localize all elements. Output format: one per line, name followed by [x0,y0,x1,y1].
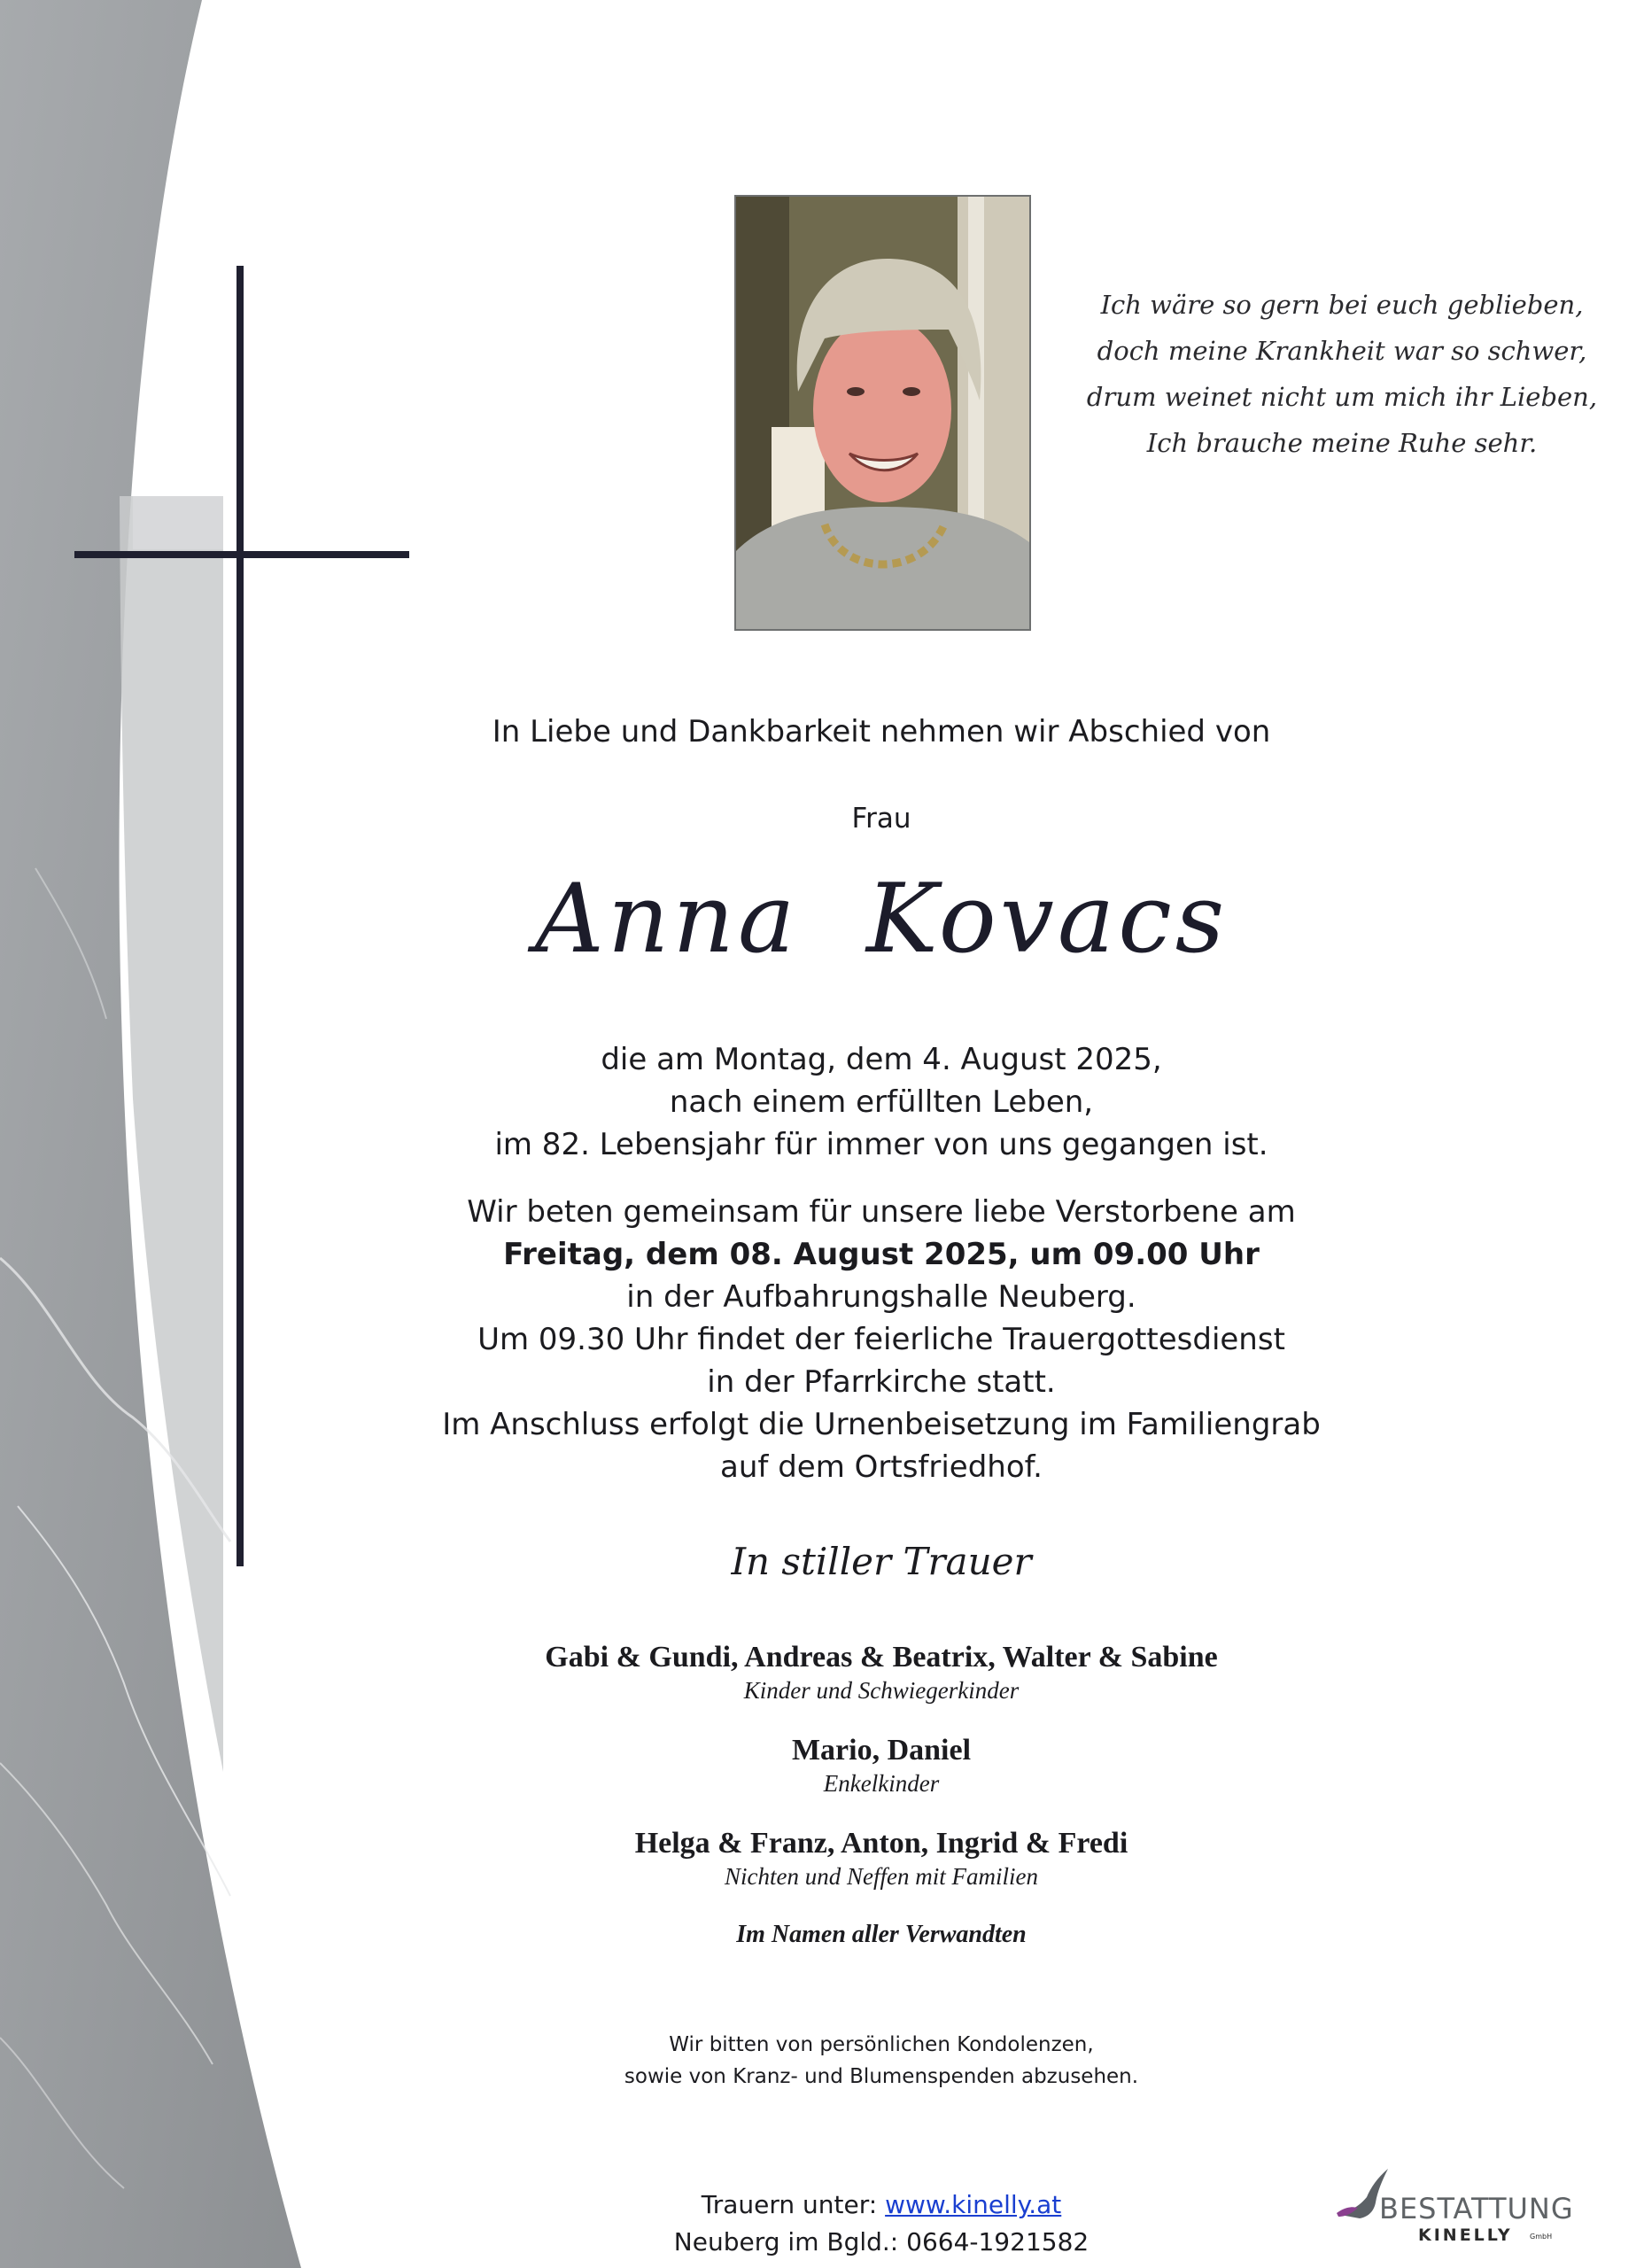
note-line: sowie von Kranz- und Blumenspenden abzusehen. [624,2065,1139,2088]
portrait-photo [734,195,1031,631]
service-details [292,1191,1470,1488]
cross-horizontal-bar [74,551,409,558]
note-line: Wir bitten von persönlichen Kondolenzen, [669,2033,1094,2056]
cross-vertical-bar [237,266,244,1566]
contact-info [292,2186,1470,2261]
announcement-line: nach einem erfüllten Leben, [669,1084,1094,1120]
website-link[interactable]: www.kinelly.at [885,2190,1062,2219]
poem-line: Ich brauche meine Ruhe sehr. [1146,428,1538,458]
family-relation: Nichten und Neffen mit Familien [725,1863,1038,1890]
family-relation: Kinder und Schwiegerkinder [743,1677,1020,1704]
service-line: Wir beten gemeinsam für unsere liebe Verstorbene am [467,1194,1296,1230]
poem [1063,282,1621,466]
death-announcement [292,1038,1470,1166]
intro-text: In Liebe und Dankbarkeit nehmen wir Abschied von [492,714,1271,750]
contact-line [292,2186,1470,2224]
logo-top-text: BESTATTUNG [1379,2192,1574,2225]
logo-bottom-text: KINELLY [1418,2225,1513,2245]
deceased-name: Anna Kovacs [534,864,1229,975]
family-group [292,1825,1470,1891]
family-group [292,1732,1470,1798]
service-date-time: Freitag, dem 08. August 2025, um 09.00 Uhr [503,1237,1260,1272]
service-line: in der Pfarrkirche statt. [707,1364,1056,1400]
family-names: Mario, Daniel [791,1734,972,1767]
mourning-heading: In stiller Trauer [731,1540,1032,1583]
family-names: Helga & Franz, Anton, Ingrid & Fredi [634,1827,1128,1860]
family-group [292,1639,1470,1705]
on-behalf-of-relatives: Im Namen aller Verwandten [736,1921,1027,1948]
poem-line: Ich wäre so gern bei euch geblieben, [1100,290,1584,320]
service-line: auf dem Ortsfriedhof. [720,1449,1043,1485]
logo-sub-text: GmbH [1530,2233,1553,2241]
service-line: Im Anschluss erfolgt die Urnenbeisetzung im Familiengrab [442,1407,1321,1442]
contact-phone: Neuberg im Bgld.: 0664-1921582 [673,2227,1090,2256]
family-relation: Enkelkinder [823,1770,940,1797]
service-line: in der Aufbahrungshalle Neuberg. [626,1279,1136,1315]
salutation: Frau [851,803,911,835]
announcement-line: die am Montag, dem 4. August 2025, [601,1042,1162,1077]
condolence-note [292,2029,1470,2093]
service-line: Um 09.30 Uhr findet der feierliche Trauergottesdienst [477,1322,1285,1357]
contact-label: Trauern unter: [701,2190,878,2219]
poem-line: doch meine Krankheit war so schwer, [1097,336,1587,366]
family-names: Gabi & Gundi, Andreas & Beatrix, Walter & Sabine [545,1641,1218,1674]
poem-line: drum weinet nicht um mich ihr Lieben, [1086,382,1598,412]
announcement-line: im 82. Lebensjahr für immer von uns gegangen ist. [494,1127,1268,1162]
funeral-home-logo [1333,2162,1574,2250]
